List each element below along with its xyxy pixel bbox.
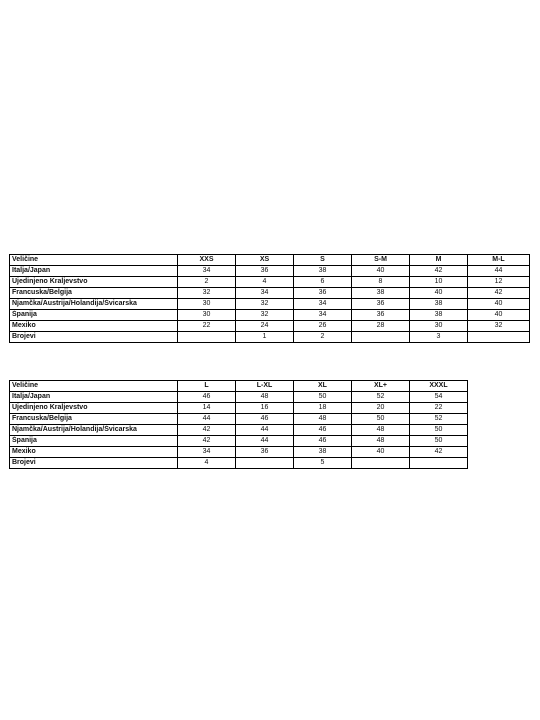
table-cell: 16	[236, 403, 294, 414]
table-cell	[178, 332, 236, 343]
row-label: Španija	[10, 436, 178, 447]
table-cell: 46	[178, 392, 236, 403]
table-row	[10, 425, 468, 436]
table-cell: 48	[236, 392, 294, 403]
row-label: Ujedinjeno Kraljevstvo	[10, 403, 178, 414]
table-cell: 48	[352, 425, 410, 436]
row-label: Brojevi	[10, 332, 178, 343]
column-header: S	[294, 255, 352, 266]
column-header: L	[178, 381, 236, 392]
table-row	[10, 414, 468, 425]
table-row	[10, 447, 468, 458]
table-cell: 48	[352, 436, 410, 447]
table-cell: 36	[236, 447, 294, 458]
table-cell	[410, 458, 468, 469]
table-cell: 32	[236, 310, 294, 321]
table-cell: 24	[236, 321, 294, 332]
row-label: Italja/Japan	[10, 266, 178, 277]
table-cell: 22	[178, 321, 236, 332]
table-cell: 34	[178, 266, 236, 277]
table-cell: 48	[294, 414, 352, 425]
row-label: Francuska/Belgija	[10, 414, 178, 425]
table-cell: 18	[294, 403, 352, 414]
table-row	[10, 458, 468, 469]
table-cell: 50	[352, 414, 410, 425]
table-cell: 50	[410, 425, 468, 436]
table-cell: 34	[236, 288, 294, 299]
table-row	[10, 277, 530, 288]
table-cell: 42	[410, 266, 468, 277]
table-cell: 38	[294, 447, 352, 458]
table-cell: 44	[236, 425, 294, 436]
table-cell: 46	[236, 414, 294, 425]
row-label: Mexiko	[10, 447, 178, 458]
table-cell: 36	[294, 288, 352, 299]
table-cell: 2	[178, 277, 236, 288]
column-header: M-L	[468, 255, 530, 266]
table-cell: 52	[352, 392, 410, 403]
table-cell: 40	[410, 288, 468, 299]
table-cell: 5	[294, 458, 352, 469]
table-cell: 28	[352, 321, 410, 332]
row-label: Njamčka/Austrija/Holandija/Švicarska	[10, 425, 178, 436]
header-label: Veličine	[10, 255, 178, 266]
table-cell: 22	[410, 403, 468, 414]
table-cell: 34	[294, 310, 352, 321]
table-header-row	[10, 255, 530, 266]
table-cell: 44	[178, 414, 236, 425]
table-cell: 36	[352, 310, 410, 321]
table-cell: 42	[410, 447, 468, 458]
table-cell	[468, 332, 530, 343]
column-header: L-XL	[236, 381, 294, 392]
table-row	[10, 436, 468, 447]
table-row	[10, 321, 530, 332]
table-cell: 2	[294, 332, 352, 343]
table-header-row	[10, 381, 468, 392]
table-cell: 50	[410, 436, 468, 447]
table-row	[10, 266, 530, 277]
size-table-large	[9, 380, 468, 469]
row-label: Španija	[10, 310, 178, 321]
table-cell: 44	[468, 266, 530, 277]
table-cell: 4	[236, 277, 294, 288]
table-cell: 8	[352, 277, 410, 288]
table-cell: 34	[294, 299, 352, 310]
table-cell: 38	[410, 299, 468, 310]
row-label: Brojevi	[10, 458, 178, 469]
row-label: Mexiko	[10, 321, 178, 332]
table-cell: 4	[178, 458, 236, 469]
table-row	[10, 403, 468, 414]
table-cell: 12	[468, 277, 530, 288]
table-cell: 38	[410, 310, 468, 321]
table-cell: 3	[410, 332, 468, 343]
table-cell: 40	[352, 447, 410, 458]
row-label: Francuska/Belgija	[10, 288, 178, 299]
table-row	[10, 288, 530, 299]
table-cell: 26	[294, 321, 352, 332]
table-cell: 40	[468, 310, 530, 321]
table-row	[10, 310, 530, 321]
table-cell: 14	[178, 403, 236, 414]
size-table-small	[9, 254, 530, 343]
column-header: XL	[294, 381, 352, 392]
column-header: XL+	[352, 381, 410, 392]
table-cell: 54	[410, 392, 468, 403]
table-cell: 32	[236, 299, 294, 310]
table-cell	[236, 458, 294, 469]
table-cell: 38	[294, 266, 352, 277]
table-cell: 42	[178, 436, 236, 447]
table-cell: 40	[468, 299, 530, 310]
column-header: XS	[236, 255, 294, 266]
table-cell: 46	[294, 425, 352, 436]
table-cell: 42	[468, 288, 530, 299]
table-cell: 42	[178, 425, 236, 436]
table-cell: 40	[352, 266, 410, 277]
column-header: XXXL	[410, 381, 468, 392]
table-cell: 30	[410, 321, 468, 332]
table-row	[10, 332, 530, 343]
table-cell: 10	[410, 277, 468, 288]
table-cell: 50	[294, 392, 352, 403]
table-cell: 34	[178, 447, 236, 458]
table-cell: 6	[294, 277, 352, 288]
row-label: Njamčka/Austrija/Holandija/Švicarska	[10, 299, 178, 310]
table-cell: 30	[178, 310, 236, 321]
table-cell: 32	[468, 321, 530, 332]
table-cell: 20	[352, 403, 410, 414]
table-cell: 38	[352, 288, 410, 299]
table-cell: 30	[178, 299, 236, 310]
table-cell	[352, 332, 410, 343]
table-cell: 1	[236, 332, 294, 343]
table-cell: 32	[178, 288, 236, 299]
column-header: M	[410, 255, 468, 266]
row-label: Ujedinjeno Kraljevstvo	[10, 277, 178, 288]
table-cell: 36	[236, 266, 294, 277]
row-label: Italja/Japan	[10, 392, 178, 403]
column-header: S-M	[352, 255, 410, 266]
table-cell: 44	[236, 436, 294, 447]
table-row	[10, 392, 468, 403]
table-cell: 52	[410, 414, 468, 425]
header-label: Veličine	[10, 381, 178, 392]
table-cell	[352, 458, 410, 469]
table-cell: 46	[294, 436, 352, 447]
table-cell: 36	[352, 299, 410, 310]
column-header: XXS	[178, 255, 236, 266]
table-row	[10, 299, 530, 310]
